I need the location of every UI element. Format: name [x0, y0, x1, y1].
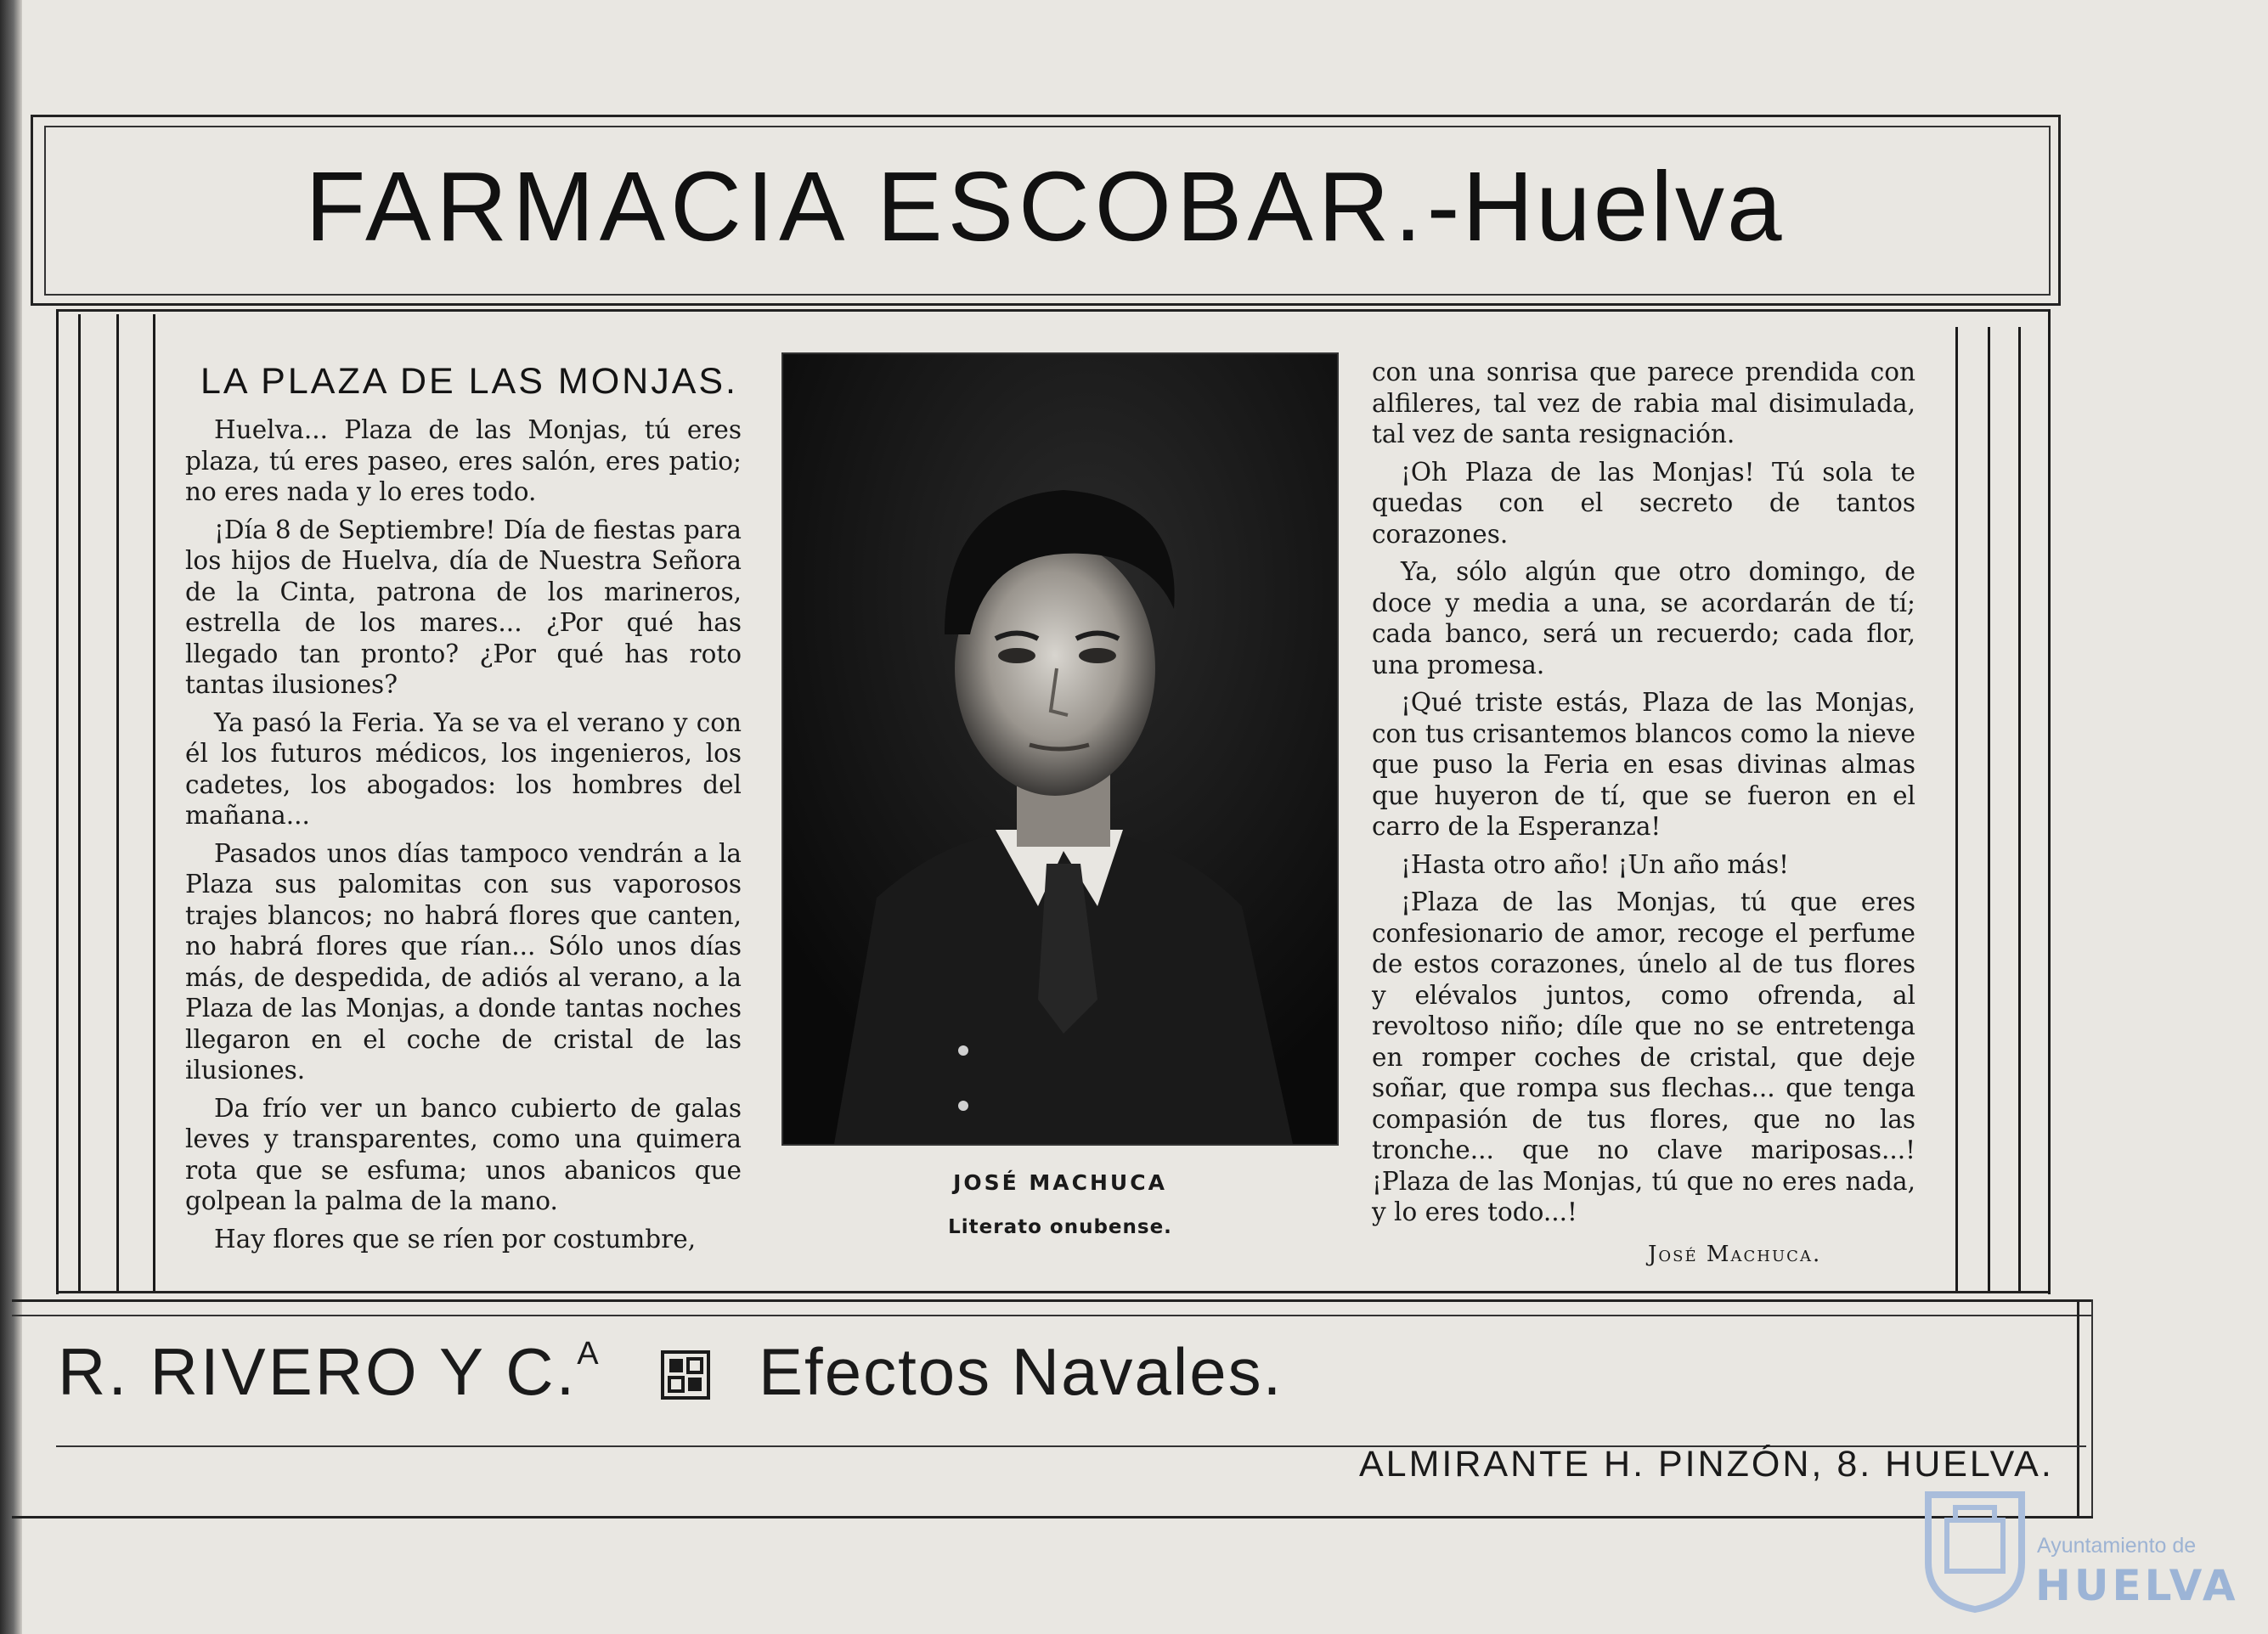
- article-paragraph: Huelva... Plaza de las Monjas, tú eres plaza, tú eres paseo, eres salón, eres patio; no eres nada y lo eres todo.: [185, 415, 742, 506]
- article-column-right: [1372, 357, 1915, 1235]
- article-paragraph: Ya, sólo algún que otro domingo, de doce y media a una, se acordarán de tí; cada banco, será un recuerdo; cada flor, una promesa.: [1372, 557, 1915, 679]
- frame-rule-right-1: [1955, 327, 1958, 1291]
- ad-frame-bottom: [12, 1516, 2093, 1518]
- article-paragraph: ¡Día 8 de Septiembre! Día de fiestas para los hijos de Huelva, día de Nuestra Señora de la Cinta, patrona de los marineros, estrella de los mares... ¿Por qué has llegado tan pronto? ¿Por qué has roto tantas ilusiones?: [185, 515, 742, 699]
- article-title: LA PLAZA DE LAS MONJAS.: [200, 361, 738, 402]
- ad-frame-right-inner: [2091, 1299, 2093, 1518]
- city-shield-icon: [1921, 1486, 2028, 1614]
- article-paragraph: ¡Qué triste estás, Plaza de las Monjas, con tus crisantemos blancos como la nieve que puso la Feria en esas divinas almas que huyeron de tí, que se fueron en el carro de la Esperanza!: [1372, 688, 1915, 841]
- article-paragraph: ¡Plaza de las Monjas, tú que eres confesionario de amor, recoge el perfume de estos corazones, únelo al de tus flores y elévalos juntos, como ofrenda, al revoltoso niño; díle que no se entretenga en romper coches de cristal, que deje soñar, que rompa sus flechas... que tenga compasión de tus flores, que no las tronche... que no clave mariposas...! ¡Plaza de las Monjas, tú que no eres nada, y lo eres todo...!: [1372, 887, 1915, 1226]
- ad-company-superscript: A: [577, 1336, 601, 1372]
- ad-address: ALMIRANTE H. PINZÓN, 8. HUELVA.: [1359, 1444, 2054, 1485]
- ad-frame-top-inner: [12, 1315, 2093, 1316]
- article-paragraph: Hay flores que se ríen por costumbre,: [214, 1224, 697, 1254]
- frame-rule-left-1: [56, 309, 59, 1294]
- article-frame-bottom: [56, 1291, 2048, 1293]
- photo-caption-subtitle: Literato onubense.: [948, 1216, 1172, 1238]
- article-signature: José Machuca.: [1648, 1242, 1822, 1267]
- article-column-left: [185, 414, 742, 1261]
- article-paragraph: Pasados unos días tampoco vendrán a la Plaza sus palomitas con sus vaporosos trajes blancos; no habrá flores que canten, no habrá flores que rían... Sólo unos días más, de despedida, de adiós al verano, a la Plaza de las Monjas, a donde tantas noches llegaron en el coche de cristal de las ilusiones.: [185, 838, 742, 1085]
- ad-service: Efectos Navales.: [759, 1334, 1284, 1409]
- frame-rule-left-4: [153, 314, 155, 1291]
- article-paragraph: Da frío ver un banco cubierto de galas leves y transparentes, como una quimera rota que se esfuma; unos abanicos que golpean la palma de la mano.: [185, 1093, 742, 1215]
- ad-frame-right-outer: [2077, 1299, 2079, 1518]
- frame-rule-right-2: [1988, 327, 1990, 1291]
- ad-frame-top-outer: [12, 1299, 2093, 1302]
- frame-rule-left-2: [78, 314, 81, 1291]
- watermark-small-text: Ayuntamiento de: [2037, 1534, 2197, 1558]
- banner-pharmacy-name: FARMACIA ESCOBAR.: [305, 151, 1427, 262]
- frame-rule-right-3: [2018, 327, 2021, 1291]
- frame-rule-left-3: [116, 314, 119, 1291]
- portrait-photo: [781, 352, 1339, 1146]
- ad-company-name: [58, 1333, 601, 1411]
- portrait-illustration: [783, 354, 1337, 1144]
- article-paragraph: Ya pasó la Feria. Ya se va el verano y con él los futuros médicos, los ingenieros, los cadetes, los abogados: los hombres del mañana...: [185, 707, 742, 830]
- banner-title: [0, 149, 2090, 263]
- article-paragraph: con una sonrisa que parece prendida con alfileres, tal vez de rabia mal disimulada, tal vez de santa resignación.: [1372, 358, 1915, 448]
- ad-company-text: R. RIVERO Y C.: [58, 1334, 578, 1409]
- watermark-city-text: HUELVA: [2035, 1561, 2239, 1610]
- frame-rule-right-4: [2048, 309, 2051, 1294]
- article-frame-top: [56, 309, 2048, 312]
- ornament-icon: [661, 1350, 710, 1400]
- article-paragraph: ¡Hasta otro año! ¡Un año más!: [1401, 849, 1789, 879]
- banner-city: -Huelva: [1426, 151, 1785, 262]
- article-paragraph: ¡Oh Plaza de las Monjas! Tú sola te quedas con el secreto de tantos corazones.: [1372, 457, 1915, 549]
- photo-caption-name: JOSÉ MACHUCA: [953, 1170, 1167, 1195]
